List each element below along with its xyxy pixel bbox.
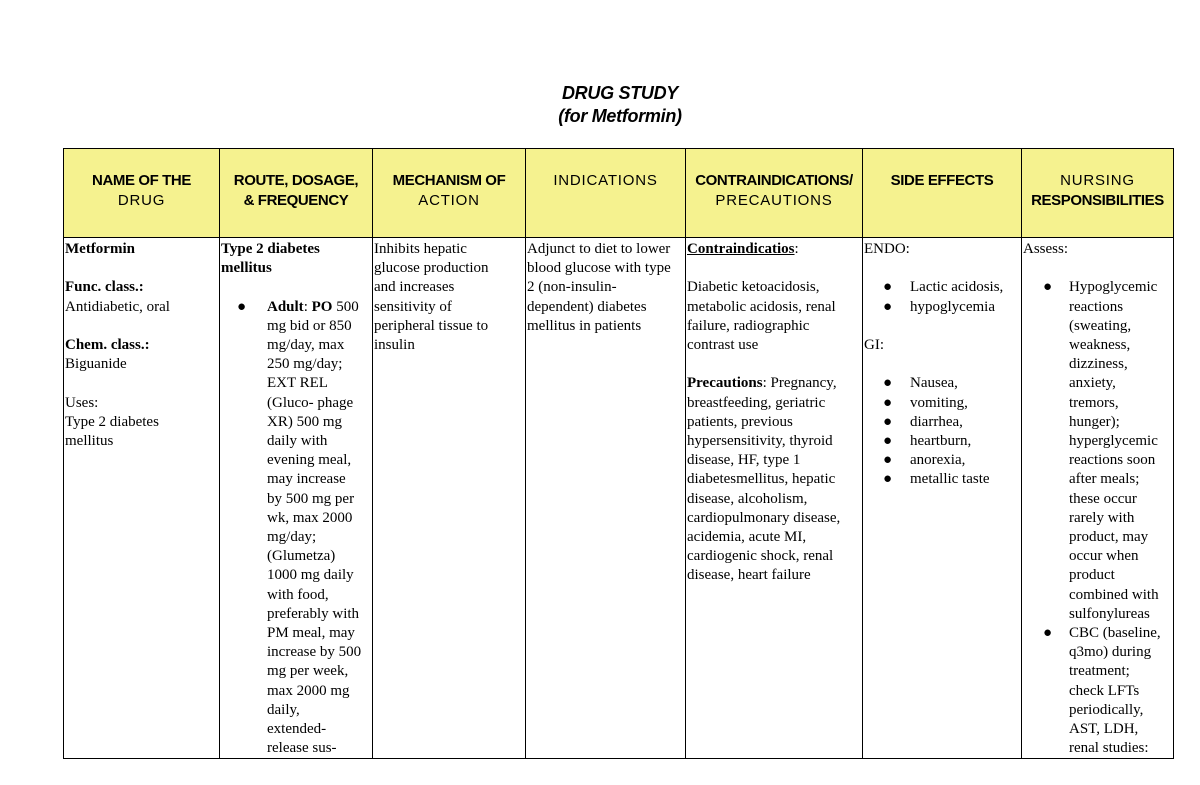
assess-line: after meals; — [1069, 471, 1140, 488]
mechanism-line: Inhibits hepatic — [374, 241, 467, 257]
dosage-line: XR) 500 mg — [267, 413, 342, 430]
gi-item: vomiting, — [910, 394, 968, 411]
cell-name-of-drug — [64, 238, 220, 759]
precaution-line: hypersensitivity, thyroid — [687, 433, 833, 449]
bullet-icon: ● — [883, 432, 893, 449]
assess-line: product, may — [1069, 529, 1149, 546]
gi-label: GI — [864, 336, 880, 353]
header-route-dosage — [220, 149, 373, 238]
cell-indications — [526, 238, 686, 759]
gi-item: diarrhea, — [910, 413, 963, 430]
dosage-line: max 2000 mg — [267, 682, 350, 699]
endo-label: ENDO — [864, 241, 906, 257]
precaution-line: diabetesmellitus, hepatic — [687, 471, 836, 488]
dosage-line: daily with — [267, 433, 328, 450]
mechanism-line: peripheral tissue to — [374, 317, 489, 334]
assess-line: combined with — [1069, 586, 1159, 603]
contraindication-line: failure, radiographic — [687, 317, 810, 334]
precaution-line: disease, HF, type 1 — [687, 452, 801, 469]
endo-item: hypoglycemia — [910, 298, 995, 315]
po-label: PO — [311, 298, 333, 315]
bullet-icon: ● — [883, 394, 893, 411]
uses-label: Uses — [65, 394, 95, 411]
dosage-line: release sus- — [267, 740, 337, 757]
mechanism-line: insulin — [374, 337, 415, 354]
dosage-line: mg/day; — [267, 529, 317, 546]
cell-contraindications — [686, 238, 863, 759]
drug-study-table — [63, 148, 1174, 759]
assess-line: these occur — [1069, 490, 1137, 507]
list-item — [883, 394, 1021, 413]
gi-list — [864, 374, 1021, 489]
list-item — [883, 278, 1021, 297]
contraindications-label: Contraindicatios — [687, 241, 795, 257]
header-nursing — [1022, 149, 1174, 238]
dosage-line: mg/day, max — [267, 337, 345, 353]
list-item — [883, 413, 1021, 432]
dosage-line: evening meal, — [267, 452, 352, 469]
uses-colon: : — [94, 394, 99, 411]
header-side-effects — [863, 149, 1022, 238]
assess-line: weakness, — [1069, 337, 1131, 353]
func-class-value: Antidiabetic, oral — [65, 298, 170, 315]
dosage-list — [221, 298, 372, 759]
title-line-1: DRUG STUDY — [561, 83, 678, 103]
list-item — [883, 298, 1021, 317]
gi-colon: : — [879, 336, 884, 353]
dosage-line: preferably with — [267, 605, 360, 622]
dosage-line: 1000 mg daily — [267, 567, 354, 584]
precaution-line: patients, previous — [687, 413, 793, 430]
gi-item: metallic taste — [910, 471, 990, 488]
mechanism-line: and increases — [374, 279, 455, 296]
assess-line: rarely with — [1069, 509, 1135, 526]
dosage-line: mg per week, — [267, 663, 349, 680]
contraindications-colon: : — [794, 241, 799, 257]
dosage-line-text: 500 — [332, 298, 359, 315]
bullet-icon: ● — [1043, 279, 1053, 296]
assess-line: reactions soon — [1069, 452, 1156, 469]
header-text: ACTION — [418, 192, 480, 209]
assess-line: anxiety, — [1069, 375, 1116, 392]
assess-line: CBC (baseline, — [1069, 625, 1161, 642]
assess-line: renal studies: — [1069, 740, 1149, 757]
dosage-line: mg bid or 850 — [267, 317, 352, 334]
endo-item: Lactic acidosis, — [910, 279, 1004, 296]
dosage-line: by 500 mg per — [267, 490, 355, 507]
bullet-icon: ● — [237, 298, 247, 315]
assess-line: reactions — [1069, 298, 1124, 315]
dosage-line: EXT REL — [267, 375, 328, 392]
drug-row — [64, 238, 1174, 759]
assess-line: check LFTs — [1069, 682, 1140, 699]
cell-nursing — [1022, 238, 1174, 759]
list-item — [883, 374, 1021, 393]
dosage-text — [267, 298, 372, 759]
cell-route-dosage — [220, 238, 373, 759]
endo-colon: : — [905, 241, 910, 257]
assess-line: sulfonylureas — [1069, 605, 1150, 622]
dosage-line: 250 mg/day; — [267, 356, 343, 373]
dosage-line: PM meal, may — [267, 625, 355, 642]
precaution-line: disease, alcoholism, — [687, 490, 808, 507]
indication-line: Adjunct to diet to lower — [527, 241, 671, 257]
title-line-2: (for Metformin) — [558, 106, 682, 126]
precaution-line: breastfeeding, geriatric — [687, 394, 826, 411]
chem-class-label: Chem. class.: — [65, 336, 150, 353]
assess-label: Assess — [1023, 241, 1064, 257]
dosage-item-adult — [237, 298, 372, 759]
uses-value-line: Type 2 diabetes — [65, 413, 159, 430]
bullet-icon: ● — [883, 298, 893, 315]
gi-item: anorexia, — [910, 452, 966, 469]
route-heading: mellitus — [221, 260, 272, 277]
assess-line: hunger); — [1069, 413, 1120, 430]
assess-line: (sweating, — [1069, 317, 1132, 334]
dosage-line: wk, max 2000 — [267, 509, 353, 526]
bullet-icon: ● — [1043, 625, 1053, 642]
header-mechanism — [373, 149, 526, 238]
dosage-line: (Gluco- phage — [267, 394, 354, 411]
bullet-icon: ● — [883, 413, 893, 430]
header-text: MECHANISM OF — [392, 172, 506, 189]
indication-line: 2 (non-insulin- — [527, 279, 617, 296]
dosage-line: with food, — [267, 586, 329, 603]
gi-item: Nausea, — [910, 375, 958, 392]
mechanism-line: glucose production — [374, 260, 489, 277]
document-title — [0, 82, 1200, 128]
contraindication-line: contrast use — [687, 337, 759, 353]
assess-line: Hypoglycemic — [1069, 279, 1158, 296]
assess-line: AST, LDH, — [1069, 721, 1139, 738]
header-text: NURSING — [1060, 172, 1135, 189]
assess-line: treatment; — [1069, 663, 1130, 680]
header-text: DRUG — [117, 192, 166, 209]
bullet-icon: ● — [883, 471, 893, 488]
adult-colon: : — [303, 298, 312, 315]
precaution-line: disease, heart failure — [687, 567, 811, 584]
dosage-line: extended- — [267, 721, 327, 738]
gi-item: heartburn, — [910, 432, 972, 449]
precaution-line: cardiopulmonary disease, — [687, 509, 841, 526]
header-text: & FREQUENCY — [243, 192, 349, 209]
header-text: SIDE EFFECTS — [890, 172, 994, 189]
cell-side-effects — [863, 238, 1022, 759]
precaution-line: cardiogenic shock, renal — [687, 548, 834, 565]
assess-line: periodically, — [1069, 701, 1144, 718]
route-heading: Type 2 diabetes — [221, 241, 320, 257]
precautions-label: Precautions — [687, 375, 763, 392]
endo-list — [864, 278, 1021, 316]
list-item — [883, 432, 1021, 451]
contraindication-line: Diabetic ketoacidosis, — [687, 279, 820, 296]
func-class-label: Func. class.: — [65, 279, 144, 296]
mechanism-line: sensitivity of — [374, 298, 452, 315]
adult-label: Adult — [267, 298, 304, 315]
list-item — [1043, 624, 1173, 758]
precautions-first-line: : Pregnancy, — [762, 375, 837, 392]
bullet-icon: ● — [883, 375, 893, 392]
list-item — [1043, 278, 1173, 624]
chem-class-value: Biguanide — [65, 356, 127, 373]
list-item — [883, 451, 1021, 470]
header-text: PRECAUTIONS — [715, 192, 833, 209]
indication-line: dependent) diabetes — [527, 298, 647, 315]
assess-line: dizziness, — [1069, 356, 1128, 373]
precaution-line: acidemia, acute MI, — [687, 529, 807, 546]
header-contraindications — [686, 149, 863, 238]
indication-line: mellitus in patients — [527, 317, 642, 334]
list-item — [883, 470, 1021, 489]
assess-line: tremors, — [1069, 394, 1119, 411]
assess-line: occur when — [1069, 548, 1139, 565]
header-row — [64, 149, 1174, 238]
assess-line: product — [1069, 567, 1115, 584]
dosage-line — [267, 298, 372, 317]
header-text: RESPONSIBILITIES — [1031, 192, 1164, 209]
header-text: ROUTE, DOSAGE, — [233, 172, 359, 189]
dosage-line: increase by 500 — [267, 644, 362, 661]
assess-line: hyperglycemic — [1069, 433, 1158, 450]
header-text: NAME OF THE — [92, 172, 191, 189]
indication-line: blood glucose with type — [527, 260, 671, 277]
assess-list — [1023, 278, 1173, 758]
drug-name: Metformin — [65, 241, 135, 257]
header-text: INDICATIONS — [553, 172, 658, 189]
header-indications — [526, 149, 686, 238]
contraindication-line: metabolic acidosis, renal — [687, 298, 836, 315]
header-name-of-drug — [64, 149, 220, 238]
uses-value-line: mellitus — [65, 432, 114, 449]
assess-line: q3mo) during — [1069, 644, 1152, 661]
dosage-line: daily, — [267, 701, 300, 718]
bullet-icon: ● — [883, 279, 893, 296]
cell-mechanism — [373, 238, 526, 759]
bullet-icon: ● — [883, 452, 893, 469]
assess-colon: : — [1063, 241, 1069, 257]
dosage-line: may increase — [267, 471, 346, 488]
header-text: CONTRAINDICATIONS/ — [695, 172, 853, 189]
dosage-line: (Glumetza) — [267, 548, 336, 565]
